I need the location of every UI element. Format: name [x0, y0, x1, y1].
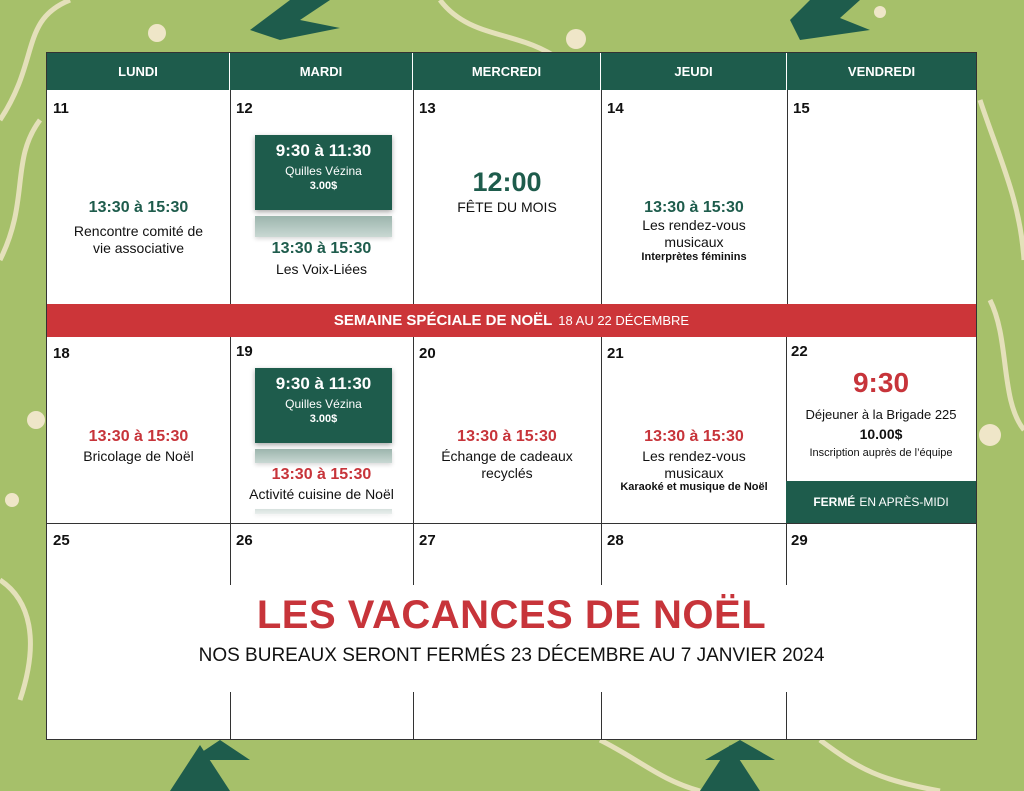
- event-description: Bricolage de Noël: [83, 448, 194, 464]
- day-number: 13: [419, 100, 436, 117]
- grid-line: [47, 523, 976, 524]
- header-mercredi: MERCREDI: [413, 53, 601, 90]
- event-time: 12:00: [472, 167, 542, 197]
- day-number: 15: [793, 100, 810, 117]
- event-note: Inscription auprès de l’équipe: [809, 447, 953, 459]
- event-box-shadow: [255, 509, 392, 514]
- day-number: 27: [419, 532, 436, 549]
- day-number: 29: [791, 532, 808, 549]
- day-number: 26: [236, 532, 253, 549]
- event-description: Les rendez-vous musicaux: [642, 217, 746, 250]
- header-jeudi: JEUDI: [601, 53, 787, 90]
- event-time: 13:30 à 15:30: [88, 428, 189, 445]
- event-description: Rencontre comité de vie associative: [73, 223, 204, 256]
- event-time: 13:30 à 15:30: [88, 199, 189, 216]
- event-description: Activité cuisine de Noël: [249, 486, 394, 502]
- event-box: [255, 135, 392, 210]
- event-title: Quilles Vézina: [285, 164, 362, 178]
- event-box-shadow: [255, 449, 392, 463]
- day-number: 12: [236, 100, 253, 117]
- event-time: 13:30 à 15:30: [271, 240, 372, 257]
- day-number: 25: [53, 532, 70, 549]
- day-number: 28: [607, 532, 624, 549]
- event-description: Échange de cadeaux recyclés: [441, 448, 573, 481]
- event-description: Les rendez-vous musicaux: [642, 448, 746, 481]
- special-week-banner: [47, 304, 976, 337]
- event-time: 13:30 à 15:30: [457, 428, 557, 445]
- event-time: 9:30 à 11:30: [275, 141, 372, 160]
- holiday-title: LES VACANCES DE NOËL: [256, 593, 767, 637]
- closed-detail: EN APRÈS-MIDI: [859, 495, 949, 509]
- closed-label: FERMÉ: [813, 495, 856, 509]
- event-time: 13:30 à 15:30: [271, 466, 372, 483]
- event-description: Les Voix-Liées: [275, 261, 368, 277]
- event-note: Interprètes féminins: [641, 251, 747, 263]
- grid-line: [601, 90, 602, 304]
- calendar-grid: [46, 52, 977, 740]
- event-time: 13:30 à 15:30: [644, 199, 744, 216]
- day-number: 14: [607, 100, 624, 117]
- holiday-subtitle: NOS BUREAUX SERONT FERMÉS 23 DÉCEMBRE AU 7 JANVIER 2024: [198, 645, 825, 666]
- event-price: 10.00$: [859, 426, 903, 442]
- event-description: FÊTE DU MOIS: [457, 199, 557, 215]
- day-number: 22: [791, 343, 808, 360]
- event-price: 3.00$: [309, 180, 338, 192]
- banner-dates: 18 AU 22 DÉCEMBRE: [558, 313, 690, 328]
- event-description: Déjeuner à la Brigade 225: [805, 407, 957, 422]
- day-number: 18: [53, 345, 70, 362]
- grid-line: [787, 90, 788, 304]
- closed-afternoon-bar: [786, 481, 976, 523]
- event-note: Karaoké et musique de Noël: [620, 481, 768, 493]
- header-lundi: LUNDI: [47, 53, 230, 90]
- day-number: 20: [419, 345, 436, 362]
- header-mardi: MARDI: [230, 53, 413, 90]
- event-time: 13:30 à 15:30: [644, 428, 744, 445]
- event-price: 3.00$: [309, 413, 338, 425]
- event-time: 9:30: [852, 367, 910, 398]
- day-number: 11: [53, 100, 69, 117]
- event-title: Quilles Vézina: [285, 397, 362, 411]
- banner-title: SEMAINE SPÉCIALE DE NOËL: [333, 312, 553, 329]
- event-box-shadow: [255, 216, 392, 237]
- event-box: [255, 368, 392, 443]
- event-time: 9:30 à 11:30: [275, 374, 372, 393]
- day-number: 19: [236, 343, 253, 360]
- day-number: 21: [607, 345, 624, 362]
- header-vendredi: VENDREDI: [787, 53, 976, 90]
